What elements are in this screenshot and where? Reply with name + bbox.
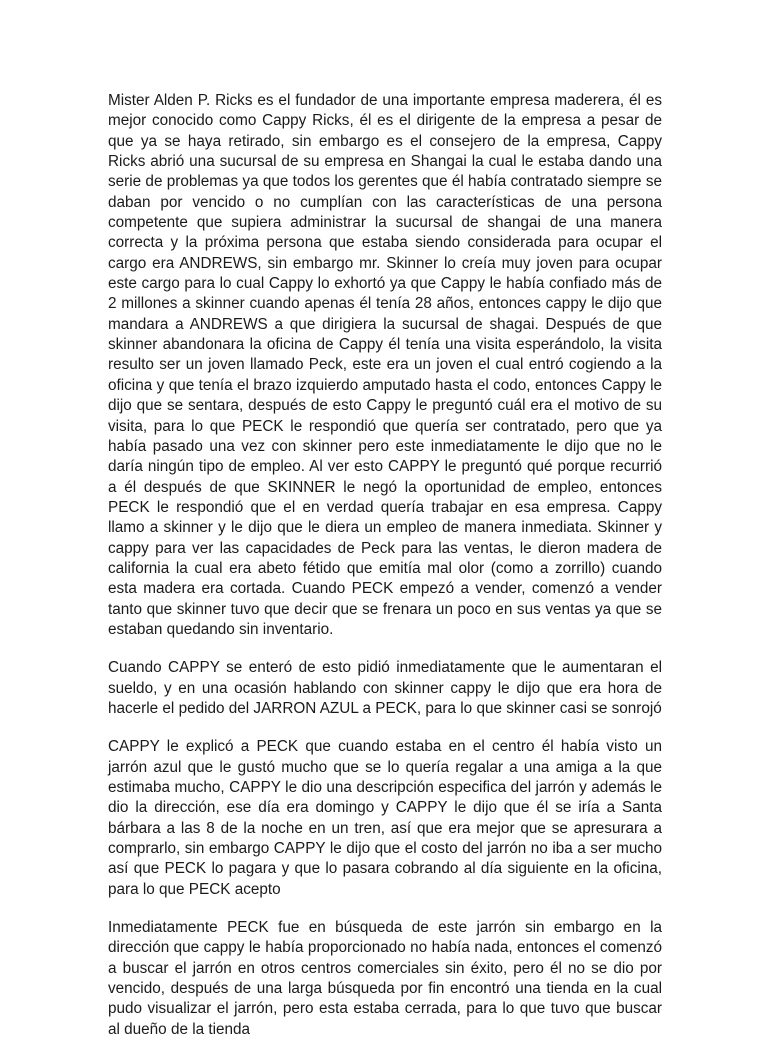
document-page — [108, 91, 662, 1058]
paragraph-3: CAPPY le explicó a PECK que cuando estaba en el centro él había visto un jarrón azul que le gustó mucho que se lo quería regalar a una amiga a la que estimaba mucho, CAPPY le dio una descripción especifica del jarrón y además le dio la dirección, ese día era domingo y CAPPY le dijo que él se iría a Santa bárbara a las 8 de la noche en un tren, así que era mejor que se apresurara a comprarlo, sin embargo CAPPY le dijo que el costo del jarrón no iba a ser mucho así que PECK lo pagara y que lo pasara cobrando al día siguiente en la oficina, para lo que PECK acepto — [108, 738, 662, 898]
paragraph-1: Mister Alden P. Ricks es el fundador de una importante empresa maderera, él es mejor conocido como Cappy Ricks, él es el dirigente de la empresa a pesar de que ya se haya retirado, sin embargo es el consejero de la empresa, Cappy Ricks abrió una sucursal de su empresa en Shangai la cual le estaba dando una serie de problemas ya que todos los gerentes que él había contratado siempre se daban por vencido o no cumplían con las características de una persona competente que supiera administrar la sucursal de shangai de una manera correcta y la próxima persona que estaba siendo considerada para ocupar el cargo era ANDREWS, sin embargo mr. Skinner lo creía muy joven para ocupar este cargo para lo cual Cappy lo exhortó ya que Cappy le había confiado más de 2 millones a skinner cuando apenas él tenía 28 años, entonces cappy le dijo que mandara a ANDREWS a que dirigiera la sucursal de shagai. Después de que skinner abandonara la oficina de Cappy él tenía una visita esperándolo, la visita resulto ser un joven llamado Peck, este era un joven el cual entró cogiendo a la oficina y que tenía el brazo izquierdo amputado hasta el codo, entonces Cappy le dijo que se sentara, después de esto Cappy le preguntó cuál era el motivo de su visita, para lo que PECK le respondió que quería ser contratado, pero que ya había pasado una vez con skinner pero este inmediatamente le dijo que no le daría ningún tipo de empleo. Al ver esto CAPPY le preguntó qué porque recurrió a él después de que SKINNER le negó la oportunidad de empleo, entonces PECK le respondió que el en verdad quería trabajar en esa empresa. Cappy llamo a skinner y le dijo que le diera un empleo de manera inmediata. Skinner y cappy para ver las capacidades de Peck para las ventas, le dieron madera de california la cual era abeto fétido que emitía mal olor (como a zorrillo) cuando esta madera era cortada. Cuando PECK empezó a vender, comenzó a vender tanto que skinner tuvo que decir que se frenara un poco en sus ventas ya que se estaban quedando sin inventario. — [108, 92, 662, 638]
paragraph-4: Inmediatamente PECK fue en búsqueda de este jarrón sin embargo en la dirección que cappy le había proporcionado no había nada, entonces el comenzó a buscar el jarrón en otros centros comerciales sin éxito, pero él no se dio por vencido, después de una larga búsqueda por fin encontró una tienda en la cual pudo visualizar el jarrón, pero esta estaba cerrada, para lo que tuvo que buscar al dueño de la tienda — [108, 919, 662, 1038]
paragraph-2: Cuando CAPPY se enteró de esto pidió inmediatamente que le aumentaran el sueldo, y en una ocasión hablando con skinner cappy le dijo que era hora de hacerle el pedido del JARRON AZUL a PECK, para lo que skinner casi se sonrojó — [108, 659, 662, 717]
